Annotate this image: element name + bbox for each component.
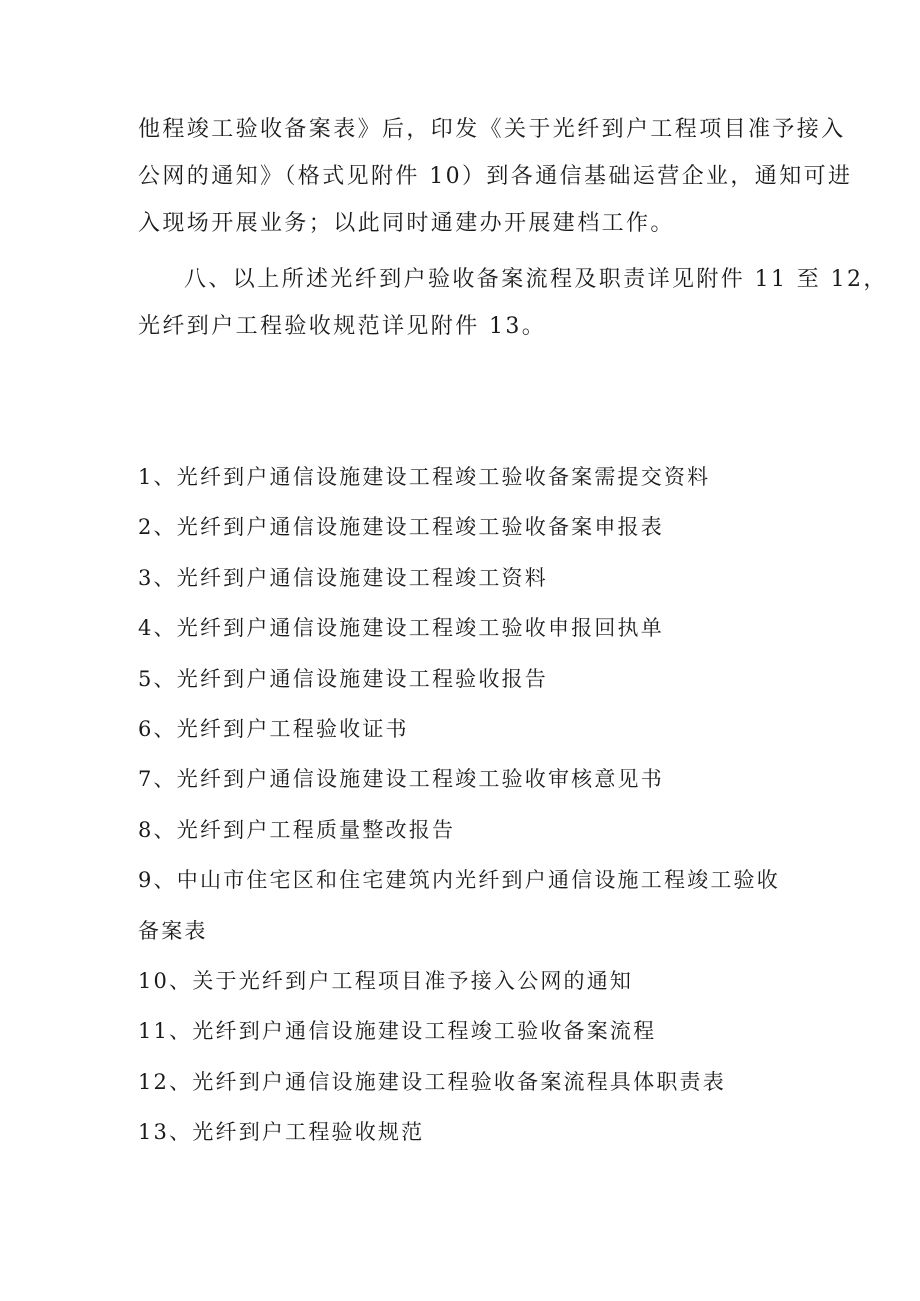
- attachment-item: 6、光纤到户工程验收证书: [138, 716, 409, 741]
- attachment-item: 13、光纤到户工程验收规范: [138, 1120, 425, 1145]
- attachment-item: 7、光纤到户通信设施建设工程竣工验收审核意见书: [138, 767, 664, 792]
- attachment-item-continuation: 备案表: [138, 918, 208, 943]
- paragraph-line: 光纤到户工程验收规范详见附件 13。: [138, 314, 547, 339]
- paragraph-section-eight: [138, 256, 888, 350]
- attachment-item: 4、光纤到户通信设施建设工程竣工验收申报回执单: [138, 616, 664, 641]
- attachment-list: [138, 452, 838, 1157]
- attachment-item: 8、光纤到户工程质量整改报告: [138, 817, 456, 842]
- attachment-item: 1、光纤到户通信设施建设工程竣工验收备案需提交资料: [138, 465, 711, 489]
- attachment-item: 9、中山市住宅区和住宅建筑内光纤到户通信设施工程竣工验收: [138, 868, 780, 893]
- paragraph-continuation: [138, 106, 853, 247]
- attachment-item: 2、光纤到户通信设施建设工程竣工验收备案申报表: [138, 515, 664, 540]
- paragraph-line: 他程竣工验收备案表》后，印发《关于光纤到户工程项目准予接入: [138, 117, 846, 142]
- paragraph-line: 八、以上所述光纤到户验收备案流程及职责详见附件 11 至 12，: [184, 267, 888, 292]
- attachment-item: 3、光纤到户通信设施建设工程竣工资料: [138, 565, 548, 590]
- attachment-item: 10、关于光纤到户工程项目准予接入公网的通知: [138, 968, 634, 993]
- attachment-item: 5、光纤到户通信设施建设工程验收报告: [138, 666, 548, 691]
- attachment-item: 12、光纤到户通信设施建设工程验收备案流程具体职责表: [138, 1069, 726, 1094]
- attachment-item: 11、光纤到户通信设施建设工程竣工验收备案流程: [138, 1019, 657, 1044]
- paragraph-line: 公网的通知》（格式见附件 10）到各通信基础运营企业，通知可进: [138, 164, 853, 189]
- paragraph-line: 入现场开展业务；以此同时通建办开展建档工作。: [138, 211, 675, 236]
